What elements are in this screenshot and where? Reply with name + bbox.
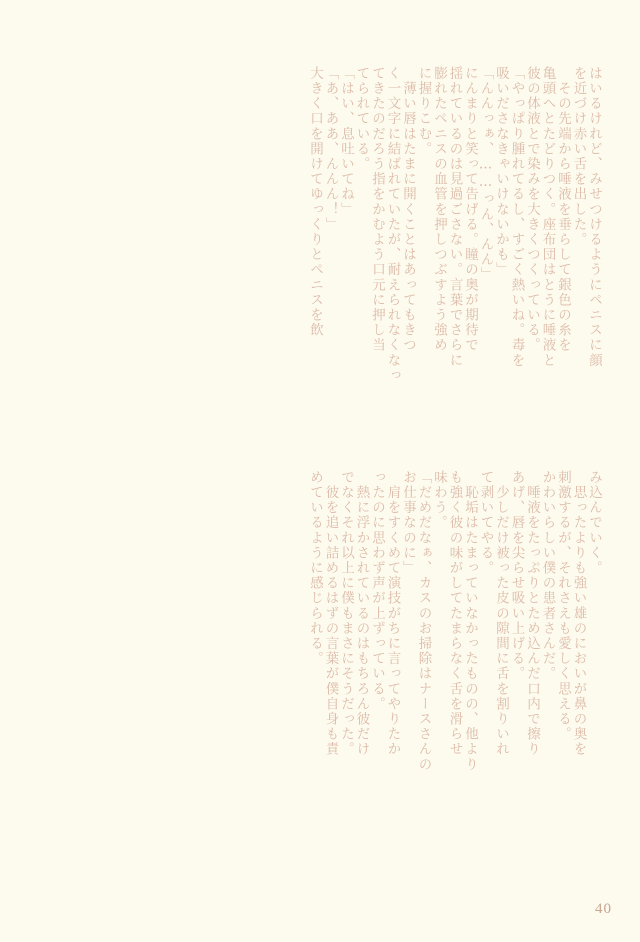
- text-column: 揺れているのは見過ごさない。言葉でさらに: [446, 66, 463, 368]
- text-column: 唾液をたっぷりとため込んだ口内で擦り: [524, 470, 540, 757]
- text-column: 大きく口を開けてゆっくりとペニスを飲: [307, 66, 323, 338]
- text-column: お仕事なのに」: [400, 470, 416, 576]
- text-column: 「んんっぁ、……っん、んん」: [477, 66, 494, 283]
- text-column: 彼を追い詰めるはずの言葉が僕自身も責: [322, 470, 339, 757]
- text-column: 「はい、息吐いてね」: [338, 66, 354, 217]
- text-column: 亀頭へとたどりつく。座布団はとうに唾液と: [539, 66, 556, 368]
- text-column: て剥いてやる。: [477, 470, 494, 576]
- text-column: く一文字に結ばれていたが、耐えられなくなっ: [384, 66, 401, 384]
- text-column: めているように感じられる。: [307, 470, 323, 667]
- text-column: 恥垢はたまっていなかったものの、他より: [462, 470, 478, 772]
- text-column: 味わう。: [431, 470, 447, 531]
- text-column: にんまりと笑って告げる。瞳の奥が期待で: [462, 66, 478, 353]
- text-column: てきたのだろう指をかむよう口元に押し当: [369, 66, 385, 353]
- text-column: 思ったよりも強い雄のにおいが鼻の奥を: [570, 470, 587, 757]
- text-column: に握りこむ。: [415, 66, 432, 157]
- text-column: その先端から唾液を垂らして銀色の糸を: [555, 66, 571, 353]
- text-column: 「やっぱり腫れてるし、すごく熱いね。毒を: [508, 66, 525, 368]
- text-column: 膨れたペニスの血管を押しつぶすよう強め: [431, 66, 447, 353]
- page-number: 40: [595, 901, 612, 917]
- text-column: ったのに思わず声が上ずっている。: [369, 470, 385, 712]
- text-column: も強く彼の味がしてたまらなく舌を滑らせ: [446, 470, 463, 757]
- text-column: 「あ、ああ、んんん！」: [322, 66, 339, 233]
- text-column: はいるけれど、みせつけるようにペニスに顔: [586, 66, 602, 368]
- text-column: 肩をすくめて演技がちに言ってやりたか: [384, 470, 401, 757]
- text-column: てられている。: [353, 66, 370, 172]
- text-column: かわいらしい僕の患者さんだ。: [539, 470, 556, 682]
- text-column: あげ、唇を尖らせ吸い上げる。: [508, 470, 525, 682]
- text-column: 吸いださなきゃいけないかも」: [493, 66, 509, 278]
- text-column: を近づけ赤い舌を出した。: [570, 66, 587, 248]
- text-column: 彼の体液とで染みを大きくつくっている。: [524, 66, 540, 353]
- text-column: でなくそれ以上に僕もまさにそうだった。: [338, 470, 354, 757]
- text-column: 少しだけ被った皮の隙間に舌を割りいれ: [493, 470, 509, 757]
- text-column: 刺激するが、それさえも愛しく思える。: [555, 470, 571, 742]
- text-column: 「だめだなぁ、カスのお掃除はナースさんの: [415, 470, 432, 772]
- text-block-lower: [306, 470, 601, 772]
- text-block-upper: [306, 66, 601, 383]
- text-column: 熱に浮かされているのはもちろん彼だけ: [353, 470, 370, 757]
- text-column: み込んでいく。: [586, 470, 602, 576]
- text-column: 薄い唇はたまに開くことはあってもきつ: [400, 66, 416, 353]
